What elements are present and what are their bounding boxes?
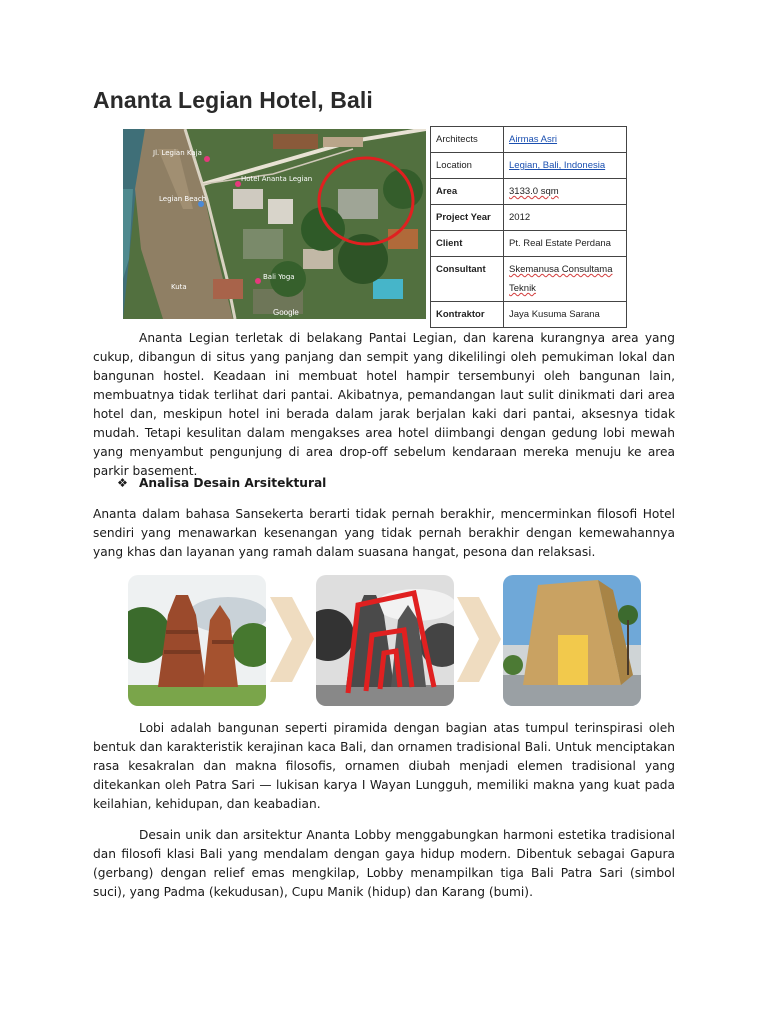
paragraph-design: Desain unik dan arsitektur Ananta Lobby menggabungkan harmoni estetika tradisional dan filosofi klasi Bali yang mendalam dengan gaya hidup modern. Dibentuk sebagai Gapura (gerbang) dengan relief emas mengkilap, Lobby menampilkan tiga Bali Patra Sari (simbol suci), yang Padma (kekudusan), Cupu Manik (hidup) dan Karang (bumi). — [93, 828, 675, 899]
table-key: Consultant — [431, 257, 504, 302]
consultant-value: Skemanusa Consultama Teknik — [509, 264, 613, 294]
table-row — [431, 257, 627, 302]
table-key: Area — [431, 179, 504, 205]
table-row — [431, 302, 627, 328]
diamond-bullet-icon: ❖ — [117, 476, 128, 490]
temple-photo — [128, 575, 266, 706]
map-logo-text: Google — [273, 308, 299, 317]
project-info-table — [430, 126, 627, 328]
map-label: Hotel Ananta Legian — [241, 175, 313, 183]
table-row — [431, 127, 627, 153]
map-label: Kuta — [171, 283, 187, 291]
paragraph-lobby: Lobi adalah bangunan seperti piramida dengan bagian atas tumpul terinspirasi oleh bentuk dan karakteristik kerajinan kaca Bali, dan ornamen tradisional Bali. Untuk menciptakan rasa kesakralan dan makna filosofis, ornamen diubah menjadi elemen tradisional yang ditekankan oleh Patra Sari — lukisan karya I Wayan Lungguh, memiliki makna yang kuat pada keilahian, kehidupan, dan keabadian. — [93, 721, 675, 811]
map-label: Legian Beach — [159, 195, 207, 203]
table-row — [431, 179, 627, 205]
map-label: Bali Yoga — [263, 273, 295, 281]
table-key: Architects — [431, 127, 504, 153]
paragraph-intro: Ananta Legian terletak di belakang Pantai Legian, dan karena kurangnya area yang cukup, dibangun di situs yang panjang dan sempit yang dikelilingi oleh pemukiman lokal dan bangunan hostel. Keadaan ini membuat hotel hampir tersembunyi oleh bangunan lain, membuatnya tidak terlihat dari pantai. Akibatnya, pemandangan laut sulit dinikmati dari area hotel dan, meskipun hotel ini berada dalam jarak berjalan kaki dari pantai, aksesnya tidak mudah. Tetapi kesulitan dalam mengakses area hotel diimbangi dengan gedung lobi mewah yang menyambut pengunjung di area drop-off sebelum kendaraan mereka menuju ke area parkir basement. — [93, 331, 675, 478]
page-title: Ananta Legian Hotel, Bali — [93, 87, 373, 113]
table-value — [504, 179, 627, 205]
table-row — [431, 231, 627, 257]
table-key: Client — [431, 231, 504, 257]
table-key: Location — [431, 153, 504, 179]
table-key: Project Year — [431, 205, 504, 231]
architect-link[interactable]: Airmas Asri — [509, 134, 558, 145]
section-heading — [117, 474, 326, 493]
chevron-right-icon — [270, 597, 314, 682]
table-key: Kontraktor — [431, 302, 504, 328]
location-link[interactable]: Legian, Bali, Indonesia — [509, 160, 606, 171]
map-label: Jl. Legian Kaja — [153, 149, 202, 157]
table-value: Pt. Real Estate Perdana — [504, 231, 627, 257]
lobby-building-photo — [503, 575, 641, 706]
section-heading-text: Analisa Desain Arsitektural — [139, 476, 327, 490]
table-value[interactable] — [504, 127, 627, 153]
table-value: Jaya Kusuma Sarana — [504, 302, 627, 328]
chevron-right-icon — [457, 597, 501, 682]
table-row — [431, 153, 627, 179]
satellite-map-image — [123, 129, 426, 319]
paragraph-ananta-meaning: Ananta dalam bahasa Sansekerta berarti tidak pernah berakhir, mencerminkan filosofi Hotel sendiri yang menawarkan kesenangan yang tidak pernah berakhir dengan kemewahannya yang khas dan layanan yang ramah dalam suasana hangat, pesona dan relaksasi. — [93, 507, 675, 559]
temple-outline-photo — [316, 575, 454, 706]
table-value — [504, 257, 627, 302]
area-value: 3133.0 sqm — [509, 186, 559, 197]
table-value[interactable] — [504, 153, 627, 179]
table-value: 2012 — [504, 205, 627, 231]
table-row — [431, 205, 627, 231]
